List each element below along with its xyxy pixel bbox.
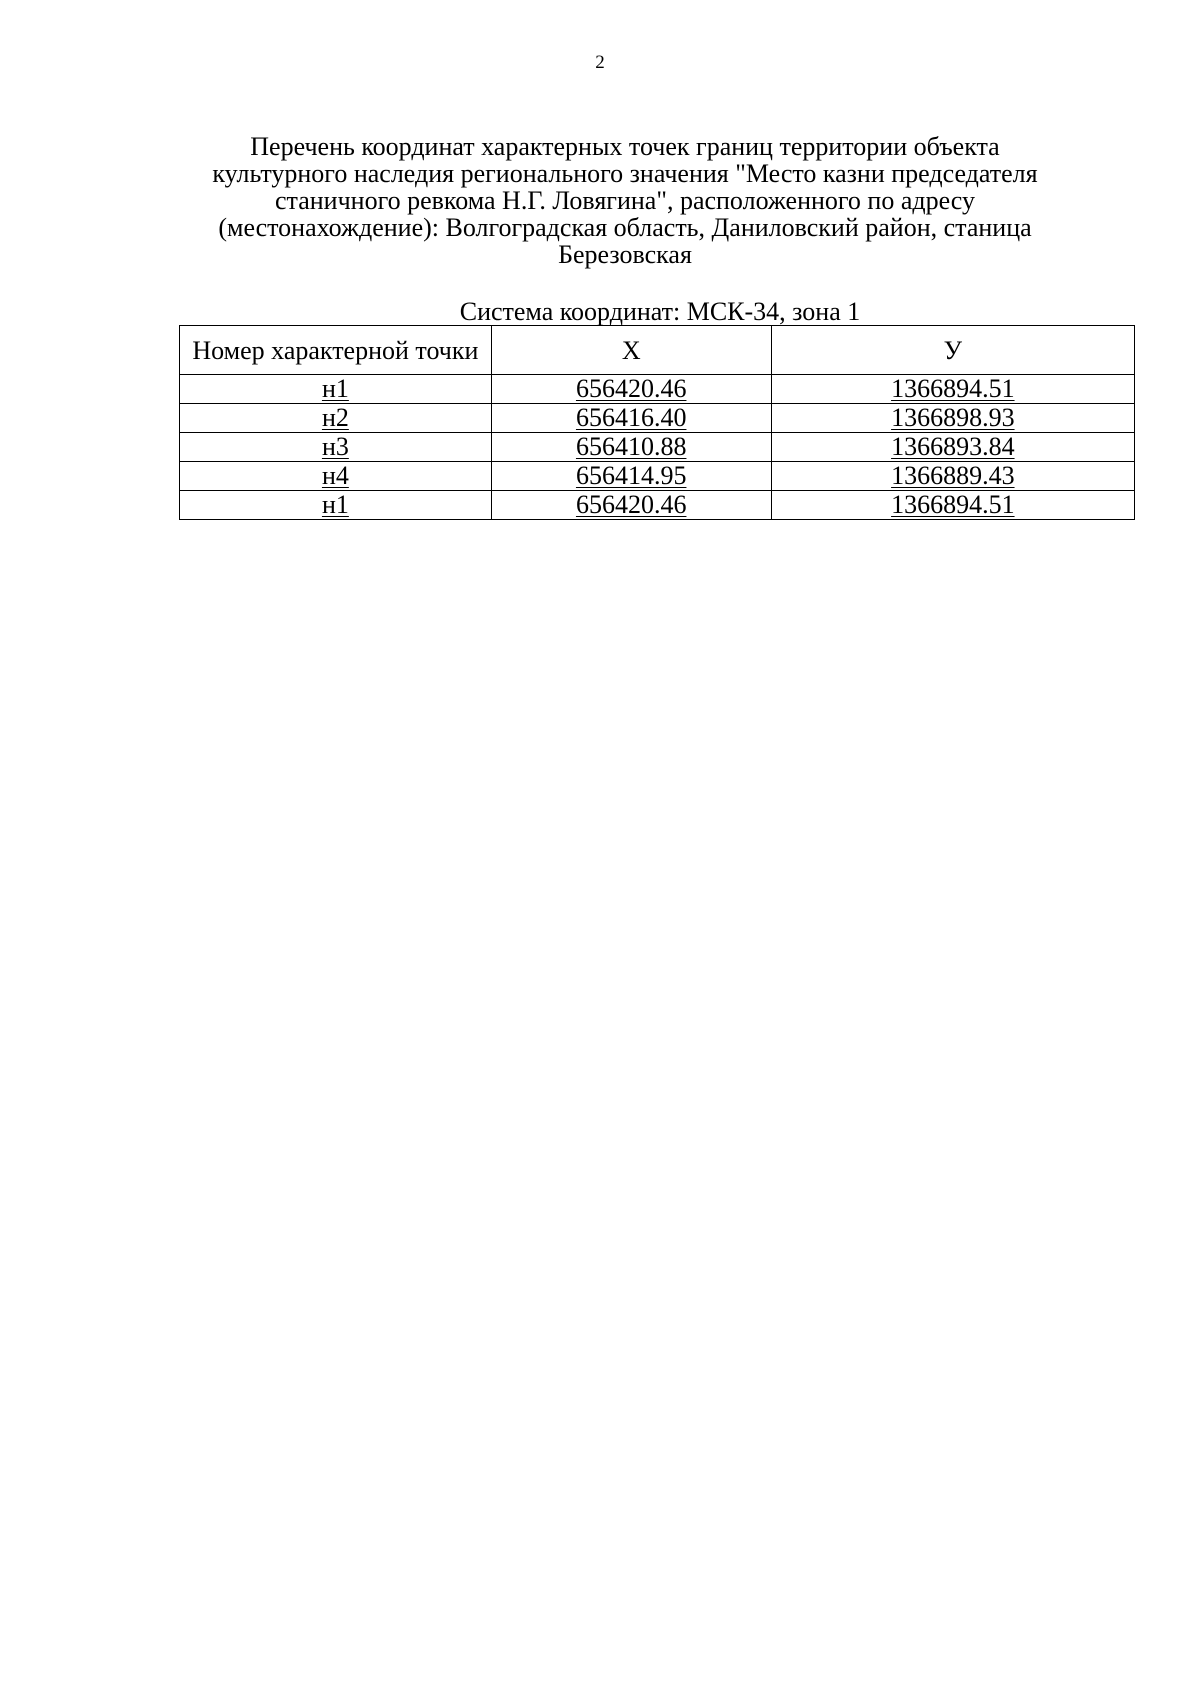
title-line: Перечень координат характерных точек границ территории объекта	[250, 132, 1000, 161]
document-title	[195, 133, 1055, 268]
title-line: (местонахождение): Волгоградская область, Даниловский район, станица	[218, 213, 1032, 242]
cell-y	[771, 404, 1134, 433]
cell-point	[180, 491, 492, 520]
cell-point-text: н3	[321, 432, 349, 461]
cell-y-text: 1366889.43	[891, 461, 1015, 490]
table-row	[180, 375, 1135, 404]
cell-x	[491, 433, 771, 462]
cell-y	[771, 462, 1134, 491]
title-line: Березовская	[558, 240, 692, 269]
cell-x-text: 656420.46	[575, 374, 687, 403]
header-y: У	[771, 326, 1134, 375]
cell-x	[491, 491, 771, 520]
table-row	[180, 491, 1135, 520]
cell-y-text: 1366894.51	[891, 374, 1015, 403]
page-number: 2	[595, 52, 605, 73]
title-line: станичного ревкома Н.Г. Ловягина", расположенного по адресу	[275, 186, 975, 215]
coordinate-system-caption: Система координат: МСК-34, зона 1	[459, 297, 861, 326]
cell-x	[491, 375, 771, 404]
cell-point-text: н4	[321, 461, 349, 490]
table-row	[180, 462, 1135, 491]
cell-x	[491, 462, 771, 491]
cell-y	[771, 375, 1134, 404]
table-header-row	[180, 326, 1135, 375]
cell-point	[180, 404, 492, 433]
header-point-number: Номер характерной точки	[180, 326, 492, 375]
cell-point-text: н1	[321, 374, 349, 403]
cell-point	[180, 375, 492, 404]
cell-y	[771, 433, 1134, 462]
cell-x-text: 656414.95	[575, 461, 687, 490]
cell-x-text: 656420.46	[575, 490, 687, 519]
table-row	[180, 404, 1135, 433]
header-x: Х	[491, 326, 771, 375]
cell-y	[771, 491, 1134, 520]
cell-x-text: 656416.40	[575, 403, 687, 432]
cell-x-text: 656410.88	[575, 432, 687, 461]
cell-point-text: н2	[321, 403, 349, 432]
cell-y-text: 1366893.84	[891, 432, 1015, 461]
title-line: культурного наследия регионального значения "Место казни председателя	[212, 159, 1038, 188]
coordinates-table	[179, 325, 1135, 520]
cell-point-text: н1	[321, 490, 349, 519]
cell-x	[491, 404, 771, 433]
cell-point	[180, 433, 492, 462]
cell-y-text: 1366898.93	[891, 403, 1015, 432]
cell-y-text: 1366894.51	[891, 490, 1015, 519]
cell-point	[180, 462, 492, 491]
table-row	[180, 433, 1135, 462]
